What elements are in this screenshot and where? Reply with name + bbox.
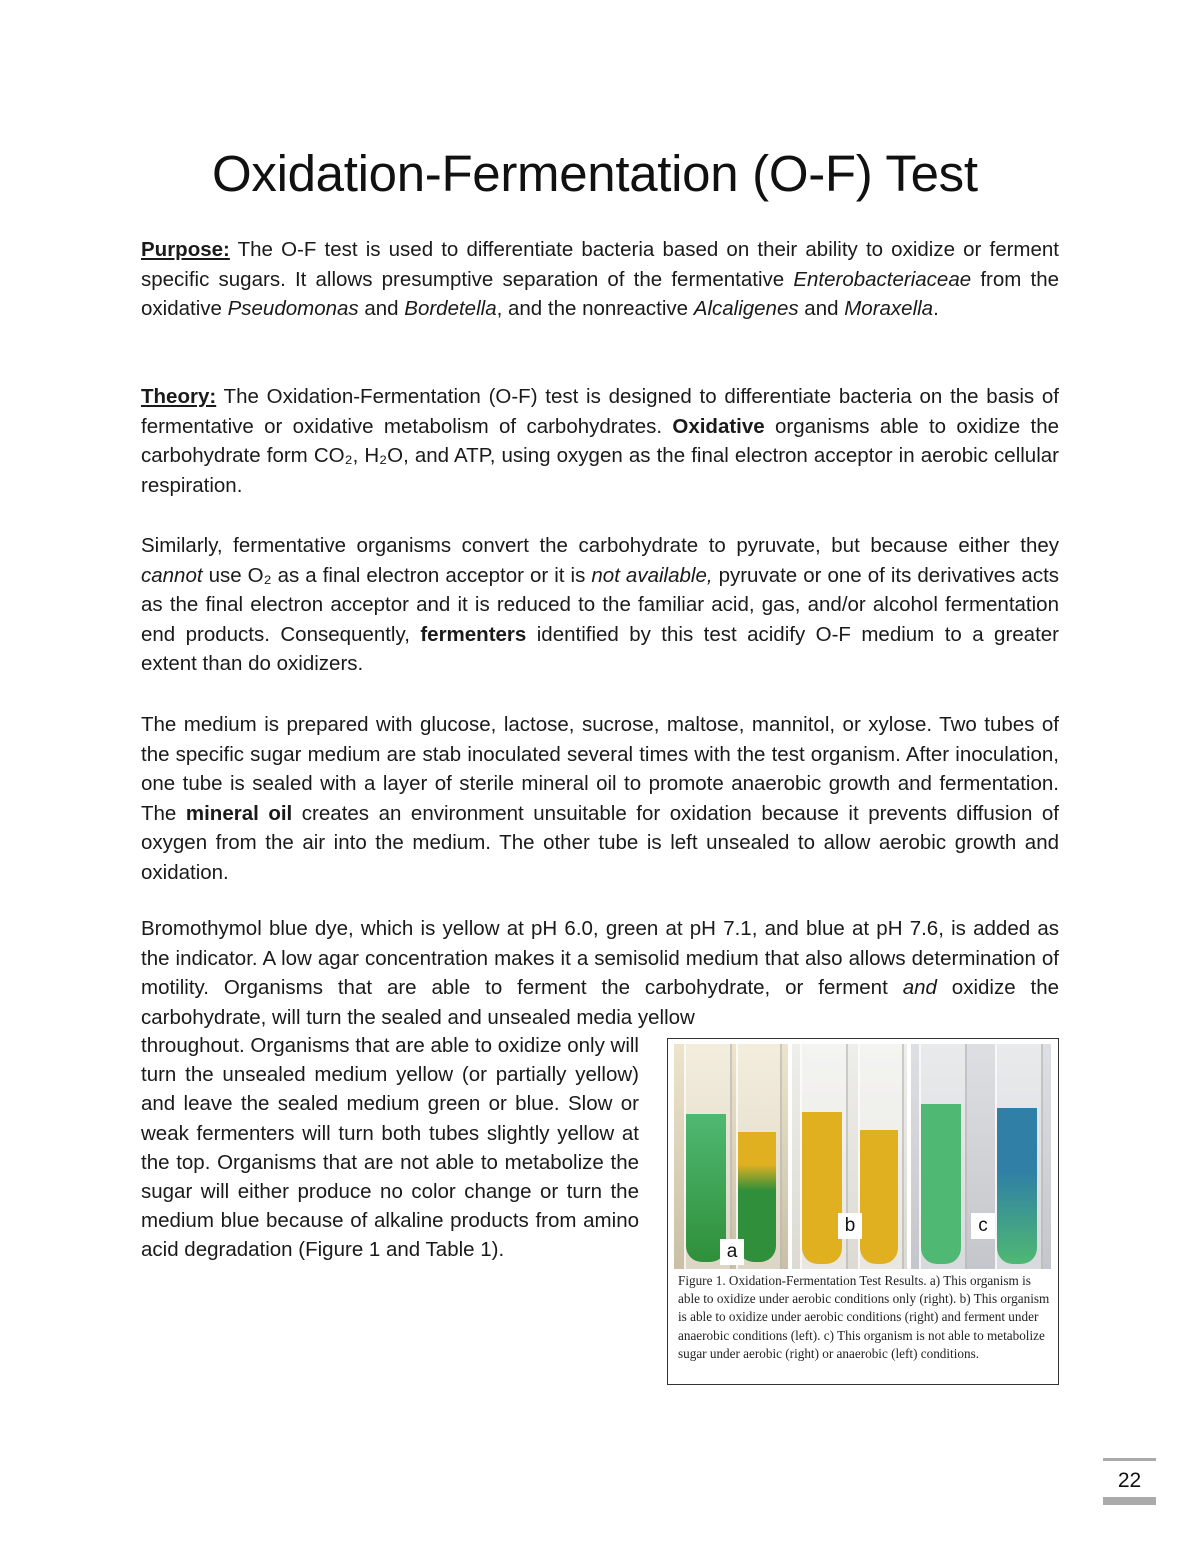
purpose-text-6: .	[933, 297, 939, 321]
photo-panel-b	[792, 1044, 907, 1269]
tube-b-right	[860, 1130, 898, 1264]
theory-text-2: organisms able to oxidize the carbohydrate form CO₂, H₂O, and ATP, using oxygen as the final electron acceptor in aerobic cellular respiration.	[141, 414, 1059, 497]
purpose-text-2: from the oxidative	[141, 267, 1059, 321]
similarly-italic-1: cannot	[141, 563, 203, 587]
tube-c-left	[921, 1104, 961, 1264]
panel-label-b: b	[838, 1213, 862, 1239]
similarly-text-1: Similarly, fermentative organisms convert the carbohydrate to pyruvate, but because either they	[141, 534, 1059, 557]
purpose-italic-1: Enterobacteriaceae	[793, 267, 972, 291]
page-number-box	[1103, 1458, 1156, 1505]
similarly-text-4: identified by this test acidify O-F medium to a greater extent than do oxidizers.	[141, 622, 1059, 676]
photo-panel-a	[674, 1044, 788, 1269]
purpose-text-1: The O-F test is used to differentiate bacteria based on their ability to oxidize or ferment specific sugars. It allows presumptive separation of the fermentative	[141, 238, 1059, 291]
figure-caption: Figure 1. Oxidation-Fermentation Test Results. a) This organism is able to oxidize under aerobic conditions only (right). b) This organism is able to oxidize under aerobic conditions (right) and ferment under anaerobic conditions (left). c) This organism is not able to metabolize sugar under aerobic (right) or anaerobic (left) conditions.	[678, 1273, 1050, 1361]
similarly-text-3: pyruvate or one of its derivatives acts as the final electron acceptor and it is reduced to the familiar acid, gas, and/or alcohol fermentation end products. Consequently,	[141, 563, 1060, 646]
purpose-italic-3: Bordetella	[404, 297, 497, 321]
photo-panel-c	[911, 1044, 1051, 1269]
purpose-italic-4: Alcaligenes	[693, 297, 799, 321]
purpose-italic-5: Moraxella	[844, 297, 934, 321]
similarly-text-2: use O₂ as a final electron acceptor or it is	[202, 563, 592, 587]
medium-text-2: creates an environment unsuitable for oxidation because it prevents diffusion of oxygen from the air into the medium. The other tube is left unsealed to allow aerobic growth and oxidation.	[141, 801, 1059, 884]
purpose-label: Purpose:	[141, 238, 230, 261]
similarly-paragraph	[141, 531, 1059, 679]
similarly-italic-2: not available,	[591, 563, 713, 587]
theory-label: Theory:	[141, 385, 217, 408]
purpose-text-4: , and the nonreactive	[496, 297, 694, 321]
purpose-text-3: and	[358, 297, 405, 321]
theory-paragraph	[141, 382, 1059, 500]
purpose-italic-2: Pseudomonas	[227, 297, 359, 321]
figure-1	[667, 1038, 1059, 1385]
similarly-bold-1: fermenters	[420, 622, 527, 646]
theory-text-1: The Oxidation-Fermentation (O-F) test is designed to differentiate bacteria on the basis of fermentative or oxidative metabolism of carbohydrates.	[141, 385, 1059, 438]
tube-c-right	[997, 1108, 1037, 1264]
purpose-text-5: and	[798, 297, 845, 321]
bromothymol-paragraph	[141, 914, 1059, 1032]
bromo-text-2: oxidize the carbohydrate, will turn the sealed and unsealed media yellow	[141, 976, 1060, 1029]
page-number: 22	[1117, 1469, 1142, 1492]
bromo-italic-1: and	[902, 976, 937, 1000]
medium-paragraph	[141, 710, 1059, 888]
medium-text-1: The medium is prepared with glucose, lactose, sucrose, maltose, mannitol, or xylose. Two tubes of the specific sugar medium are stab inoculated several times with the test organism. After inoculation, one tube is sealed with a layer of sterile mineral oil to promote anaerobic growth and fermentation. The	[141, 713, 1059, 825]
theory-bold-1: Oxidative	[672, 414, 765, 438]
panel-label-c: c	[971, 1213, 995, 1239]
wrapped-paragraph: throughout. Organisms that are able to oxidize only will turn the unsealed medium yellow (or partially yellow) and leave the sealed medium green or blue. Slow or weak fermenters will turn both tubes slightly yellow at the top. Organisms that are not able to metabolize the sugar will either produce no color change or turn the medium blue because of alkaline products from amino acid degradation (Figure 1 and Table 1).	[141, 1034, 639, 1262]
page-title: Oxidation-Fermentation (O-F) Test	[212, 145, 978, 202]
purpose-paragraph	[141, 235, 1059, 324]
panel-label-a: a	[720, 1239, 744, 1265]
medium-bold-1: mineral oil	[185, 801, 293, 825]
tube-b-left	[802, 1112, 842, 1264]
bromo-text-1: Bromothymol blue dye, which is yellow at pH 6.0, green at pH 7.1, and blue at pH 7.6, is added as the indicator. A low agar concentration makes it a semisolid medium that also allows determination of motility. Organisms that are able to ferment the carbohydrate, or ferment	[141, 917, 1059, 1000]
